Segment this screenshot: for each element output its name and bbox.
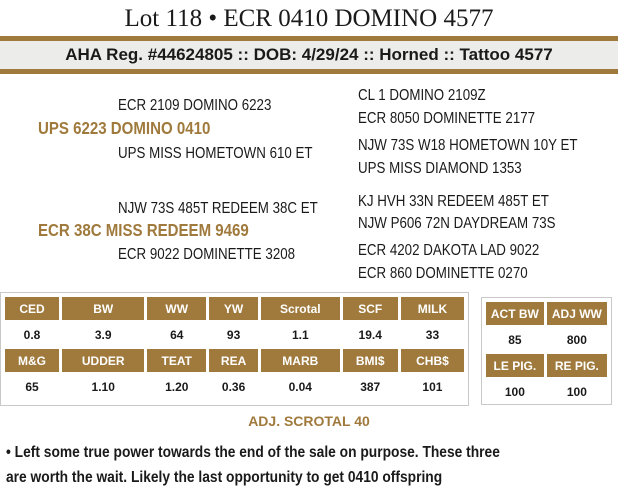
- epd-value-ced: 0.8: [5, 323, 59, 346]
- epd-header-chb: CHB$: [401, 349, 464, 372]
- bullet-icon: •: [6, 444, 11, 461]
- epd-value-teat: 1.20: [147, 375, 206, 398]
- epd-header-scrotal: Scrotal: [261, 297, 340, 320]
- epd-value-yw: 93: [209, 323, 258, 346]
- epd-value-scf: 19.4: [343, 323, 398, 346]
- actual-header-act-bw: ACT BW: [486, 302, 544, 325]
- sire-sire-sire: CL 1 DOMINO 2109Z: [358, 87, 486, 104]
- epd-header-bw: BW: [62, 297, 144, 320]
- dam-dam: ECR 9022 DOMINETTE 3208: [118, 246, 296, 263]
- actual-value-re-pig: 100: [547, 380, 607, 403]
- epd-value-mg: 65: [5, 375, 59, 398]
- sire-sire-dam: ECR 8050 DOMINETTE 2177: [358, 110, 536, 127]
- epd-header-ced: CED: [5, 297, 59, 320]
- actual-header-le-pig: LE PIG.: [486, 354, 544, 377]
- epd-value-bw: 3.9: [62, 323, 144, 346]
- lot-note: [6, 440, 612, 490]
- epd-value-rea: 0.36: [209, 375, 258, 398]
- dam-dam-sire: ECR 4202 DAKOTA LAD 9022: [358, 242, 540, 259]
- dam-sire: NJW 73S 485T REDEEM 38C ET: [118, 200, 318, 217]
- epd-value-ww: 64: [147, 323, 206, 346]
- epd-header-mg: M&G: [5, 349, 59, 372]
- epd-header-teat: TEAT: [147, 349, 206, 372]
- lot-note-line-2: are worth the wait. Likely the last opportunity to get 0410 offspring: [6, 469, 443, 486]
- lot-note-line-1: [6, 440, 545, 465]
- lot-title: Lot 118 • ECR 0410 DOMINO 4577: [124, 5, 494, 32]
- epd-table: [2, 294, 467, 401]
- epd-header-marb: MARB: [261, 349, 340, 372]
- sire: UPS 6223 DOMINO 0410: [38, 118, 211, 138]
- epd-value-bmi: 387: [343, 375, 398, 398]
- epd-value-scrotal: 1.1: [261, 323, 340, 346]
- actual-table: [483, 299, 610, 406]
- actual-header-re-pig: RE PIG.: [547, 354, 607, 377]
- epd-value-milk: 33: [401, 323, 464, 346]
- dam: ECR 38C MISS REDEEM 9469: [38, 220, 249, 240]
- sire-dam: UPS MISS HOMETOWN 610 ET: [118, 145, 313, 162]
- epd-header-bmi: BMI$: [343, 349, 398, 372]
- dam-sire-dam: NJW P606 72N DAYDREAM 73S: [358, 215, 556, 232]
- epd-value-marb: 0.04: [261, 375, 340, 398]
- epd-header-ww: WW: [147, 297, 206, 320]
- epd-header-milk: MILK: [401, 297, 464, 320]
- actual-value-act-bw: 85: [486, 328, 544, 351]
- actual-header-adj-ww: ADJ WW: [547, 302, 607, 325]
- registration-bar: AHA Reg. #44624805 :: DOB: 4/29/24 :: Horned :: Tattoo 4577: [0, 36, 618, 74]
- adj-scrotal: ADJ. SCROTAL 40: [248, 413, 370, 429]
- epd-header-scf: SCF: [343, 297, 398, 320]
- epd-value-udder: 1.10: [62, 375, 144, 398]
- sire-dam-sire: NJW 73S W18 HOMETOWN 10Y ET: [358, 137, 578, 154]
- epd-value-chb: 101: [401, 375, 464, 398]
- epd-header-yw: YW: [209, 297, 258, 320]
- actual-value-le-pig: 100: [486, 380, 544, 403]
- dam-sire-sire: KJ HVH 33N REDEEM 485T ET: [358, 193, 549, 210]
- dam-dam-dam: ECR 860 DOMINETTE 0270: [358, 265, 528, 282]
- epd-header-rea: REA: [209, 349, 258, 372]
- sire-sire: ECR 2109 DOMINO 6223: [118, 97, 272, 114]
- epd-header-udder: UDDER: [62, 349, 144, 372]
- sire-dam-dam: UPS MISS DIAMOND 1353: [358, 160, 522, 177]
- actual-value-adj-ww: 800: [547, 328, 607, 351]
- lot-note-line-1-text: Left some true power towards the end of the sale on purpose. These three: [14, 444, 500, 461]
